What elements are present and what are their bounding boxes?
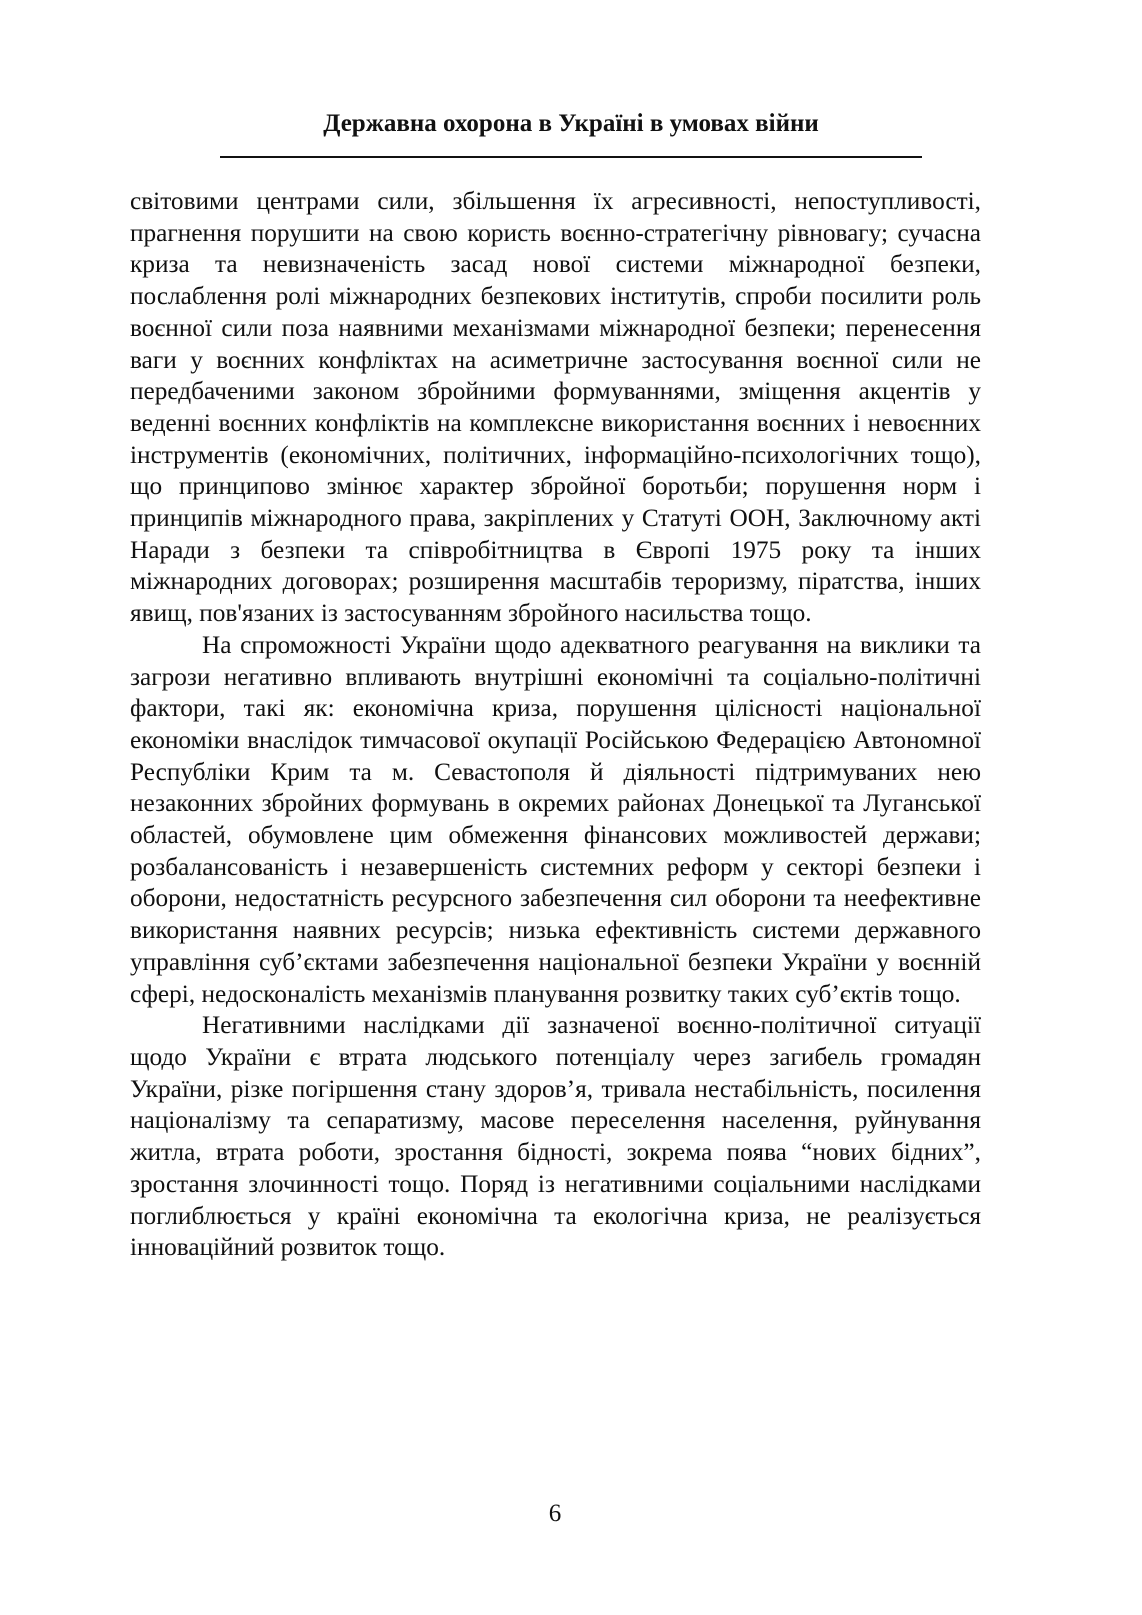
running-header-title: Державна охорона в Україні в умовах війни [323, 110, 819, 137]
page-body [130, 186, 981, 1264]
paragraph-continued: світовими центрами сили, збільшення їх агресивності, непоступливості, прагнення порушити на свою користь воєнно-стратегічну рівновагу; сучасна криза та невизначеність засад нової системи міжнародної безпеки, послаблення ролі міжнародних безпекових інститутів, спроби посилити роль воєнної сили поза наявними механізмами міжнародної безпеки; перенесення ваги у воєнних конфліктах на асиметричне застосування воєнної сили не передбаченими законом збройними формуваннями, зміщення акцентів у веденні воєнних конфліктів на комплексне використання воєнних і невоєнних інструментів (економічних, політичних, інформаційно-психологічних тощо), що принципово змінює характер збройної боротьби; порушення норм і принципів міжнародного права, закріплених у Статуті ООН, Заключному акті Наради з безпеки та співробітництва в Європі 1975 року та інших міжнародних договорах; розширення масштабів тероризму, піратства, інших явищ, пов'язаних із застосуванням збройного насильства тощо. [130, 187, 981, 628]
paragraph-consequences: Негативними наслідками дії зазначеної воєнно-політичної ситуації щодо України є втрата людського потенціалу через загибель громадян України, різке погіршення стану здоров’я, тривала нестабільність, посилення націоналізму та сепаратизму, масове переселення населення, руйнування житла, втрата роботи, зростання бідності, зокрема поява “нових бідних”, зростання злочинності тощо. Поряд із негативними соціальними наслідками поглиблюється у країні економічна та екологічна криза, не реалізується інноваційний розвиток тощо. [130, 1011, 981, 1262]
paragraph-capabilities: На спроможності України щодо адекватного реагування на виклики та загрози негативно впливають внутрішні економічні та соціально-політичні фактори, такі як: економічна криза, порушення цілісності національної економіки внаслідок тимчасової окупації Російською Федерацією Автономної Республіки Крим та м. Севастополя й діяльності підтримуваних нею незаконних збройних формувань в окремих районах Донецької та Луганської областей, обумовлене цим обмеження фінансових можливостей держави; розбалансованість і незавершеність системних реформ у секторі безпеки і оборони, недостатність ресурсного забезпечення сил оборони та неефективне використання наявних ресурсів; низька ефективність системи державного управління суб’єктами забезпечення національної безпеки України у воєнній сфері, недосконалість механізмів планування розвитку таких суб’єктів тощо. [130, 630, 981, 1008]
page-number: 6 [548, 1500, 562, 1527]
header-rule-divider [220, 156, 922, 158]
